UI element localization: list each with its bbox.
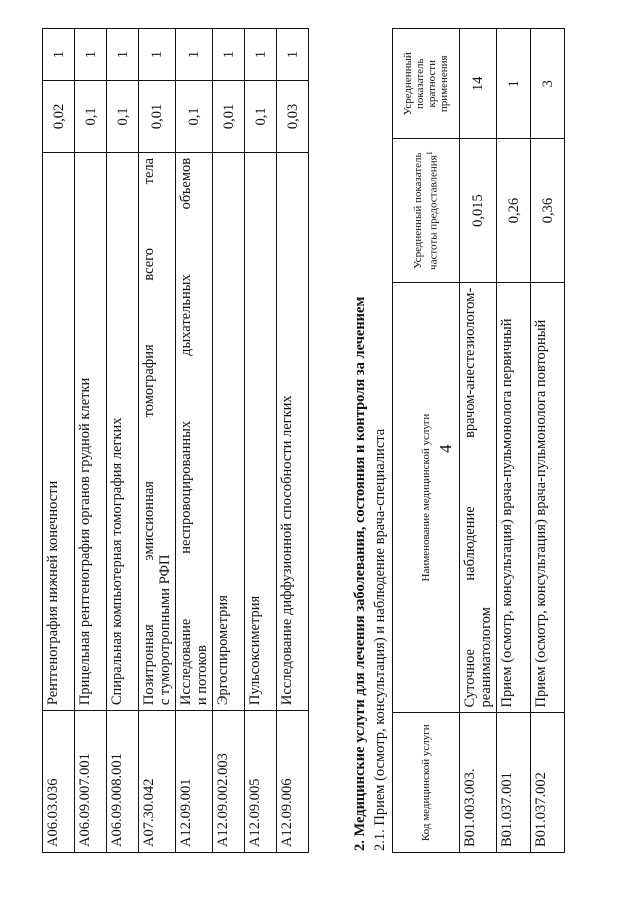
multiplicity-value: 1 (213, 29, 245, 81)
service-name: Рентгенография нижней конечности (43, 152, 75, 710)
service-code: A12.09.006 (277, 711, 309, 853)
multiplicity-value: 1 (176, 29, 213, 81)
service-name-line: и потоков (194, 645, 210, 706)
table-row (75, 29, 107, 853)
service-name-line: Позитронная эмиссионная томография всего тела (141, 157, 157, 706)
table-row (460, 29, 497, 853)
frequency-value: 0,1 (176, 80, 213, 152)
column-header-multiplicity: Усредненный показатель кратности применения (393, 29, 460, 139)
multiplicity-value: 1 (139, 29, 176, 81)
page-number: 4 (436, 444, 455, 453)
service-code: B01.003.003. (460, 713, 497, 853)
service-code: A06.03.036 (43, 711, 75, 853)
service-code: B01.037.001 (497, 713, 531, 853)
service-name: Эргоспирометрия (213, 152, 245, 710)
table-row (176, 29, 213, 853)
frequency-value: 0,01 (213, 80, 245, 152)
column-header-name: Наименование медицинской услуги (393, 282, 460, 713)
multiplicity-value: 3 (531, 29, 565, 139)
frequency-value: 0,01 (139, 80, 176, 152)
service-name (139, 152, 176, 710)
multiplicity-value: 1 (497, 29, 531, 139)
column-header-frequency (393, 139, 460, 282)
service-name: Пульсоксиметрия (245, 152, 277, 710)
service-name-line: реаниматологом (478, 607, 494, 708)
subsection-heading: 2.1. Прием (осмотр, консультация) и наблюдение врача-специалиста (372, 428, 388, 851)
service-name: Исследование диффузионной способности легких (277, 152, 309, 710)
frequency-value: 0,03 (277, 80, 309, 152)
service-code: B01.037.002 (531, 713, 565, 853)
frequency-value: 0,36 (531, 139, 565, 282)
service-name (176, 152, 213, 710)
column-header-code: Код медицинской услуги (393, 713, 460, 853)
services-table-1 (42, 28, 309, 853)
service-code: A06.09.008.001 (107, 711, 139, 853)
service-name-line: Исследование неспровоцированных дыхательных объемов (178, 157, 194, 706)
table-row (497, 29, 531, 853)
multiplicity-value: 1 (75, 29, 107, 81)
service-code: A12.09.002.003 (213, 711, 245, 853)
column-header-frequency-text: Усредненный показатель частоты предоставления (412, 152, 440, 270)
service-code: A07.30.042 (139, 711, 176, 853)
frequency-value: 0,26 (497, 139, 531, 282)
frequency-value: 0,015 (460, 139, 497, 282)
table-row (277, 29, 309, 853)
table-row (139, 29, 176, 853)
multiplicity-value: 1 (107, 29, 139, 81)
service-code: A12.09.001 (176, 711, 213, 853)
table-row (213, 29, 245, 853)
services-table-2 (392, 28, 565, 853)
table-row (245, 29, 277, 853)
table-header-row (393, 29, 460, 853)
multiplicity-value: 1 (43, 29, 75, 81)
table-row (531, 29, 565, 853)
multiplicity-value: 14 (460, 29, 497, 139)
service-code: A12.09.005 (245, 711, 277, 853)
frequency-value: 0,1 (107, 80, 139, 152)
service-name: Прием (осмотр, консультация) врача-пульмонолога первичный (497, 282, 531, 713)
table-row (43, 29, 75, 853)
service-name: Прицельная рентгенография органов грудной клетки (75, 152, 107, 710)
section-heading: 2. Медицинские услуги для лечения заболевания, состояния и контроля за лечением (352, 296, 368, 851)
service-name: Прием (осмотр, консультация) врача-пульмонолога повторный (531, 282, 565, 713)
frequency-value: 0,1 (245, 80, 277, 152)
service-code: A06.09.007.001 (75, 711, 107, 853)
frequency-value: 0,02 (43, 80, 75, 152)
table-row (107, 29, 139, 853)
service-name-line: Суточное наблюдение врачом-анестезиологом- (462, 287, 478, 708)
footnote-marker: 1 (425, 151, 435, 156)
multiplicity-value: 1 (277, 29, 309, 81)
frequency-value: 0,1 (75, 80, 107, 152)
service-name: Спиральная компьютерная томография легких (107, 152, 139, 710)
service-name (460, 282, 497, 713)
multiplicity-value: 1 (245, 29, 277, 81)
service-name-line: с туморотропными РФП (157, 554, 173, 706)
